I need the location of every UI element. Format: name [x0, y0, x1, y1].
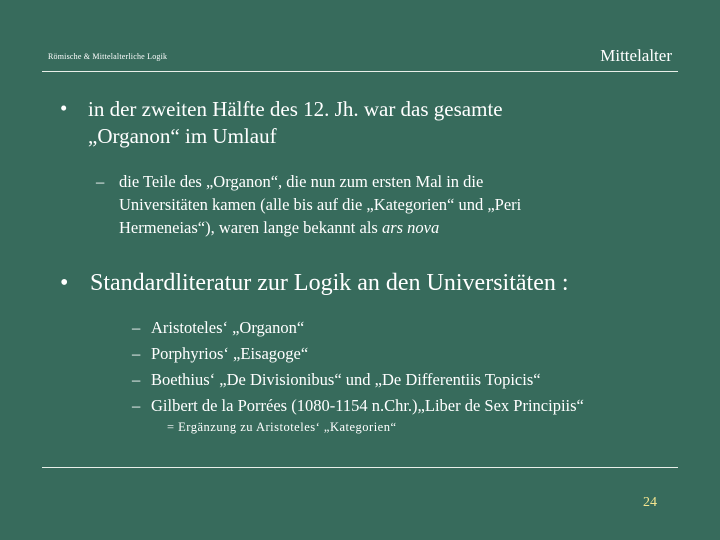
item-dash: –: [132, 396, 141, 415]
bullet-organon-line2: „Organon“ im Umlauf: [88, 124, 277, 148]
sub-line2: Universitäten kamen (alle bis auf die „Kategorien“ und „Peri: [119, 195, 522, 214]
item-dash: –: [132, 318, 141, 337]
literature-item-text: Gilbert de la Porrées (1080-1154 n.Chr.)„Liber de Sex Principiis“: [151, 396, 584, 415]
page-number: 24: [643, 495, 657, 510]
literature-item-text: Boethius‘ „De Divisionibus“ und „De Differentiis Topicis“: [151, 370, 541, 389]
ars-nova-term: ars nova: [381, 218, 440, 237]
item-dash: –: [132, 370, 141, 389]
item-dash: –: [132, 344, 141, 363]
literature-item-text: Aristoteles‘ „Organon“: [151, 318, 305, 337]
sub-line1: die Teile des „Organon“, die nun zum ersten Mal in die: [119, 172, 484, 191]
bullet-dot: •: [60, 270, 69, 296]
header-section-title: Mittelalter: [600, 46, 672, 65]
bottom-divider: [42, 467, 678, 468]
top-divider: [42, 71, 678, 72]
sub-line3: [119, 217, 439, 239]
bullet-dot: •: [60, 96, 68, 120]
bullet-organon-line1: in der zweiten Hälfte des 12. Jh. war das gesamte: [88, 97, 503, 121]
categories-note: = Ergänzung zu Aristoteles‘ „Kategorien“: [167, 420, 397, 434]
sub-line3-text: Hermeneias“), waren lange bekannt als: [119, 218, 382, 237]
sub-dash: –: [96, 172, 105, 191]
bullet-standard-literature-text: Standardliteratur zur Logik an den Universitäten :: [90, 270, 569, 296]
header-course-title: Römische & Mittelalterliche Logik: [48, 52, 168, 61]
literature-item-text: Porphyrios‘ „Eisagoge“: [151, 344, 309, 363]
